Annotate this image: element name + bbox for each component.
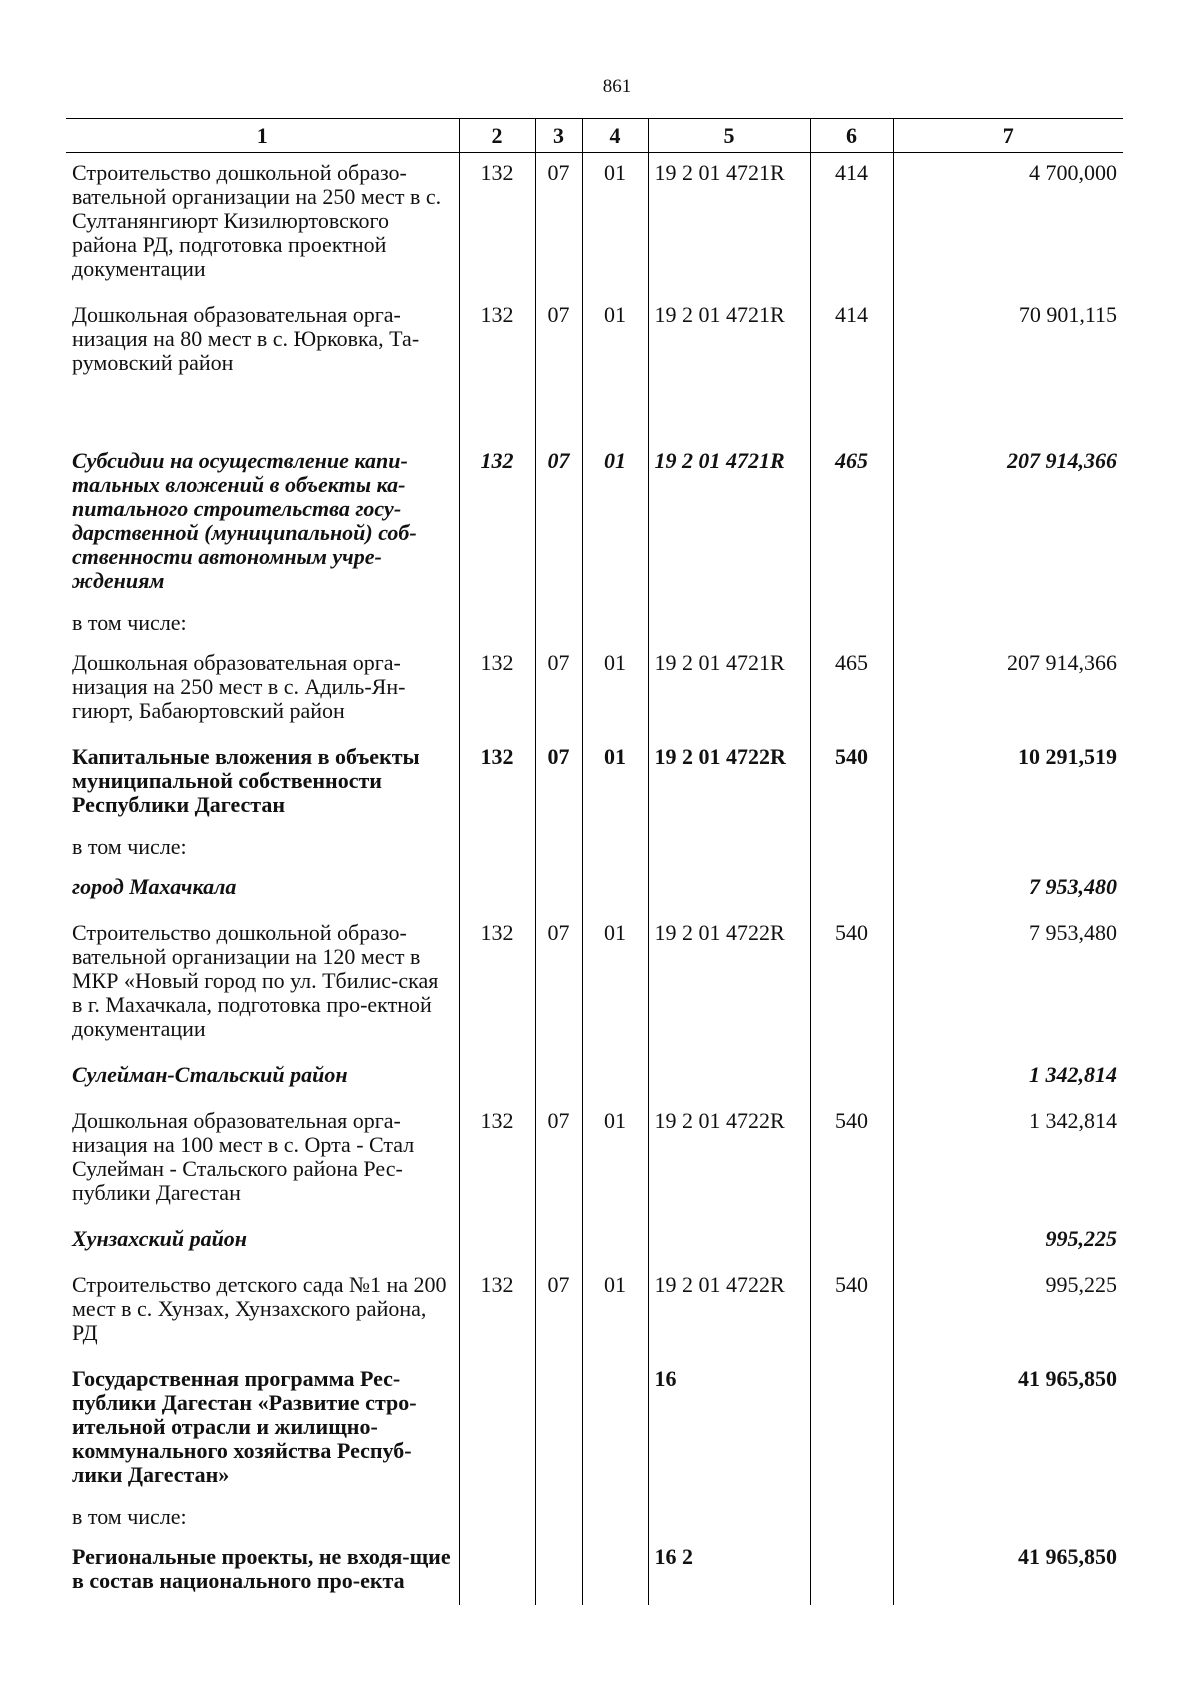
cell-target-article [648, 1055, 810, 1101]
cell-subsection: 01 [582, 913, 648, 1055]
table-row [66, 1537, 1123, 1605]
cell-section [535, 831, 582, 867]
cell-sum: 1 342,814 [893, 1101, 1123, 1219]
cell-expense-type: 540 [810, 913, 893, 1055]
cell-expense-type [810, 1359, 893, 1501]
table-row [66, 1055, 1123, 1101]
cell-subsection: 01 [582, 389, 648, 607]
cell-sum: 70 901,115 [893, 295, 1123, 389]
cell-target-article: 19 2 01 4722R [648, 1265, 810, 1359]
cell-sum [893, 1501, 1123, 1537]
cell-target-article [648, 867, 810, 913]
cell-target-article: 16 [648, 1359, 810, 1501]
cell-section: 07 [535, 913, 582, 1055]
cell-subsection: 01 [582, 643, 648, 737]
table-row [66, 1265, 1123, 1359]
table-row [66, 1219, 1123, 1265]
cell-expense-type: 414 [810, 153, 893, 296]
cell-name: Государственная программа Рес-публики Дагестан «Развитие стро-ительной отрасли и жилищно-коммунального хозяйства Респуб-лики Дагестан» [72, 1366, 417, 1487]
cell-name: Строительство дошкольной образо-вательной организации на 120 мест в МКР «Новый город по ул. Тбилис-ская в г. Махачкала, подготовка про-ектной документации [72, 920, 439, 1041]
cell-section: 07 [535, 389, 582, 607]
table-row [66, 607, 1123, 643]
cell-section: 07 [535, 295, 582, 389]
cell-expense-type: 540 [810, 1101, 893, 1219]
table-row [66, 153, 1123, 296]
table-header [66, 119, 1123, 153]
cell-target-article [648, 831, 810, 867]
cell-name: в том числе: [72, 610, 187, 635]
table-row [66, 1101, 1123, 1219]
cell-subsection [582, 1055, 648, 1101]
cell-name: Дошкольная образовательная орга-низация на 250 мест в с. Адиль-Ян-гиюрт, Бабаюртовский район [72, 650, 406, 723]
cell-expense-type: 414 [810, 295, 893, 389]
cell-subsection [582, 1537, 648, 1605]
cell-expense-type [810, 867, 893, 913]
cell-ministry: 132 [459, 643, 535, 737]
cell-section [535, 607, 582, 643]
cell-sum: 7 953,480 [893, 867, 1123, 913]
column-header-1: 1 [66, 119, 459, 153]
cell-subsection: 01 [582, 153, 648, 296]
cell-name: Сулейман-Стальский район [72, 1062, 348, 1087]
cell-subsection [582, 831, 648, 867]
column-header-3: 3 [535, 119, 582, 153]
cell-ministry: 132 [459, 295, 535, 389]
cell-section: 07 [535, 1265, 582, 1359]
cell-expense-type [810, 1219, 893, 1265]
cell-section: 07 [535, 643, 582, 737]
table-row [66, 831, 1123, 867]
cell-expense-type: 540 [810, 1265, 893, 1359]
cell-name: Дошкольная образовательная орга-низация на 100 мест в с. Орта - Стал Сулейман - Стальского района Рес-публики Дагестан [72, 1108, 415, 1205]
cell-sum: 10 291,519 [893, 737, 1123, 831]
cell-ministry [459, 1537, 535, 1605]
table-row [66, 1501, 1123, 1537]
cell-name: Дошкольная образовательная орга-низация на 80 мест в с. Юрковка, Та-румовский район [72, 302, 420, 375]
cell-ministry: 132 [459, 1265, 535, 1359]
cell-subsection: 01 [582, 1265, 648, 1359]
cell-expense-type: 465 [810, 643, 893, 737]
table-row [66, 389, 1123, 607]
cell-ministry: 132 [459, 913, 535, 1055]
cell-expense-type: 465 [810, 389, 893, 607]
cell-ministry [459, 1359, 535, 1501]
cell-expense-type [810, 831, 893, 867]
table-body [66, 153, 1123, 1606]
cell-name: в том числе: [72, 1504, 187, 1529]
cell-name: Региональные проекты, не входя-щие в состав национального про-екта [72, 1544, 451, 1593]
cell-ministry [459, 1055, 535, 1101]
cell-section [535, 1219, 582, 1265]
table-row [66, 737, 1123, 831]
cell-subsection [582, 1501, 648, 1537]
cell-section [535, 1055, 582, 1101]
cell-subsection [582, 607, 648, 643]
column-header-4: 4 [582, 119, 648, 153]
cell-section: 07 [535, 153, 582, 296]
cell-sum: 7 953,480 [893, 913, 1123, 1055]
table-row [66, 643, 1123, 737]
table-row [66, 913, 1123, 1055]
cell-ministry [459, 831, 535, 867]
cell-ministry [459, 867, 535, 913]
cell-sum: 995,225 [893, 1265, 1123, 1359]
cell-sum [893, 607, 1123, 643]
cell-target-article: 19 2 01 4722R [648, 913, 810, 1055]
cell-target-article: 19 2 01 4722R [648, 737, 810, 831]
cell-target-article [648, 607, 810, 643]
column-header-6: 6 [810, 119, 893, 153]
cell-ministry: 132 [459, 389, 535, 607]
cell-subsection: 01 [582, 737, 648, 831]
cell-target-article: 19 2 01 4722R [648, 1101, 810, 1219]
column-header-7: 7 [893, 119, 1123, 153]
cell-ministry [459, 1501, 535, 1537]
cell-section: 07 [535, 737, 582, 831]
header-row [66, 119, 1123, 153]
cell-subsection [582, 867, 648, 913]
cell-ministry: 132 [459, 737, 535, 831]
cell-target-article: 19 2 01 4721R [648, 643, 810, 737]
cell-expense-type [810, 607, 893, 643]
cell-expense-type [810, 1501, 893, 1537]
cell-section [535, 1501, 582, 1537]
cell-target-article: 19 2 01 4721R [648, 389, 810, 607]
cell-ministry: 132 [459, 153, 535, 296]
table-row [66, 1359, 1123, 1501]
cell-sum: 1 342,814 [893, 1055, 1123, 1101]
cell-sum: 207 914,366 [893, 643, 1123, 737]
table-row [66, 295, 1123, 389]
cell-subsection [582, 1359, 648, 1501]
column-header-2: 2 [459, 119, 535, 153]
cell-subsection: 01 [582, 1101, 648, 1219]
cell-target-article: 16 2 [648, 1537, 810, 1605]
cell-expense-type [810, 1537, 893, 1605]
cell-name: Строительство детского сада №1 на 200 мест в с. Хунзах, Хунзахского района, РД [72, 1272, 447, 1345]
table-row [66, 867, 1123, 913]
cell-ministry: 132 [459, 1101, 535, 1219]
cell-name: в том числе: [72, 834, 187, 859]
cell-section [535, 1537, 582, 1605]
cell-section: 07 [535, 1101, 582, 1219]
cell-sum: 4 700,000 [893, 153, 1123, 296]
cell-target-article [648, 1501, 810, 1537]
cell-target-article: 19 2 01 4721R [648, 153, 810, 296]
cell-target-article: 19 2 01 4721R [648, 295, 810, 389]
cell-ministry [459, 1219, 535, 1265]
page-number: 861 [602, 76, 632, 97]
cell-section [535, 1359, 582, 1501]
cell-name: Субсидии на осуществление капи-тальных вложений в объекты ка-питального строительства госу-дарственной (муниципальной) соб-ственности автономным учре-ждениям [72, 448, 417, 593]
column-header-5: 5 [648, 119, 810, 153]
cell-name: Строительство дошкольной образо-вательной организации на 250 мест в с. Султанянгиюрт Кизилюртовского района РД, подготовка проектной документации [72, 160, 442, 281]
cell-subsection: 01 [582, 295, 648, 389]
cell-ministry [459, 607, 535, 643]
cell-sum [893, 831, 1123, 867]
cell-name: город Махачкала [72, 874, 237, 899]
cell-sum: 207 914,366 [893, 389, 1123, 607]
cell-name: Хунзахский район [72, 1226, 248, 1251]
cell-sum: 41 965,850 [893, 1537, 1123, 1605]
cell-subsection [582, 1219, 648, 1265]
budget-table [66, 118, 1123, 1605]
cell-target-article [648, 1219, 810, 1265]
cell-sum: 41 965,850 [893, 1359, 1123, 1501]
cell-name: Капитальные вложения в объекты муниципальной собственности Республики Дагестан [72, 744, 420, 817]
cell-expense-type [810, 1055, 893, 1101]
cell-expense-type: 540 [810, 737, 893, 831]
cell-section [535, 867, 582, 913]
cell-sum: 995,225 [893, 1219, 1123, 1265]
